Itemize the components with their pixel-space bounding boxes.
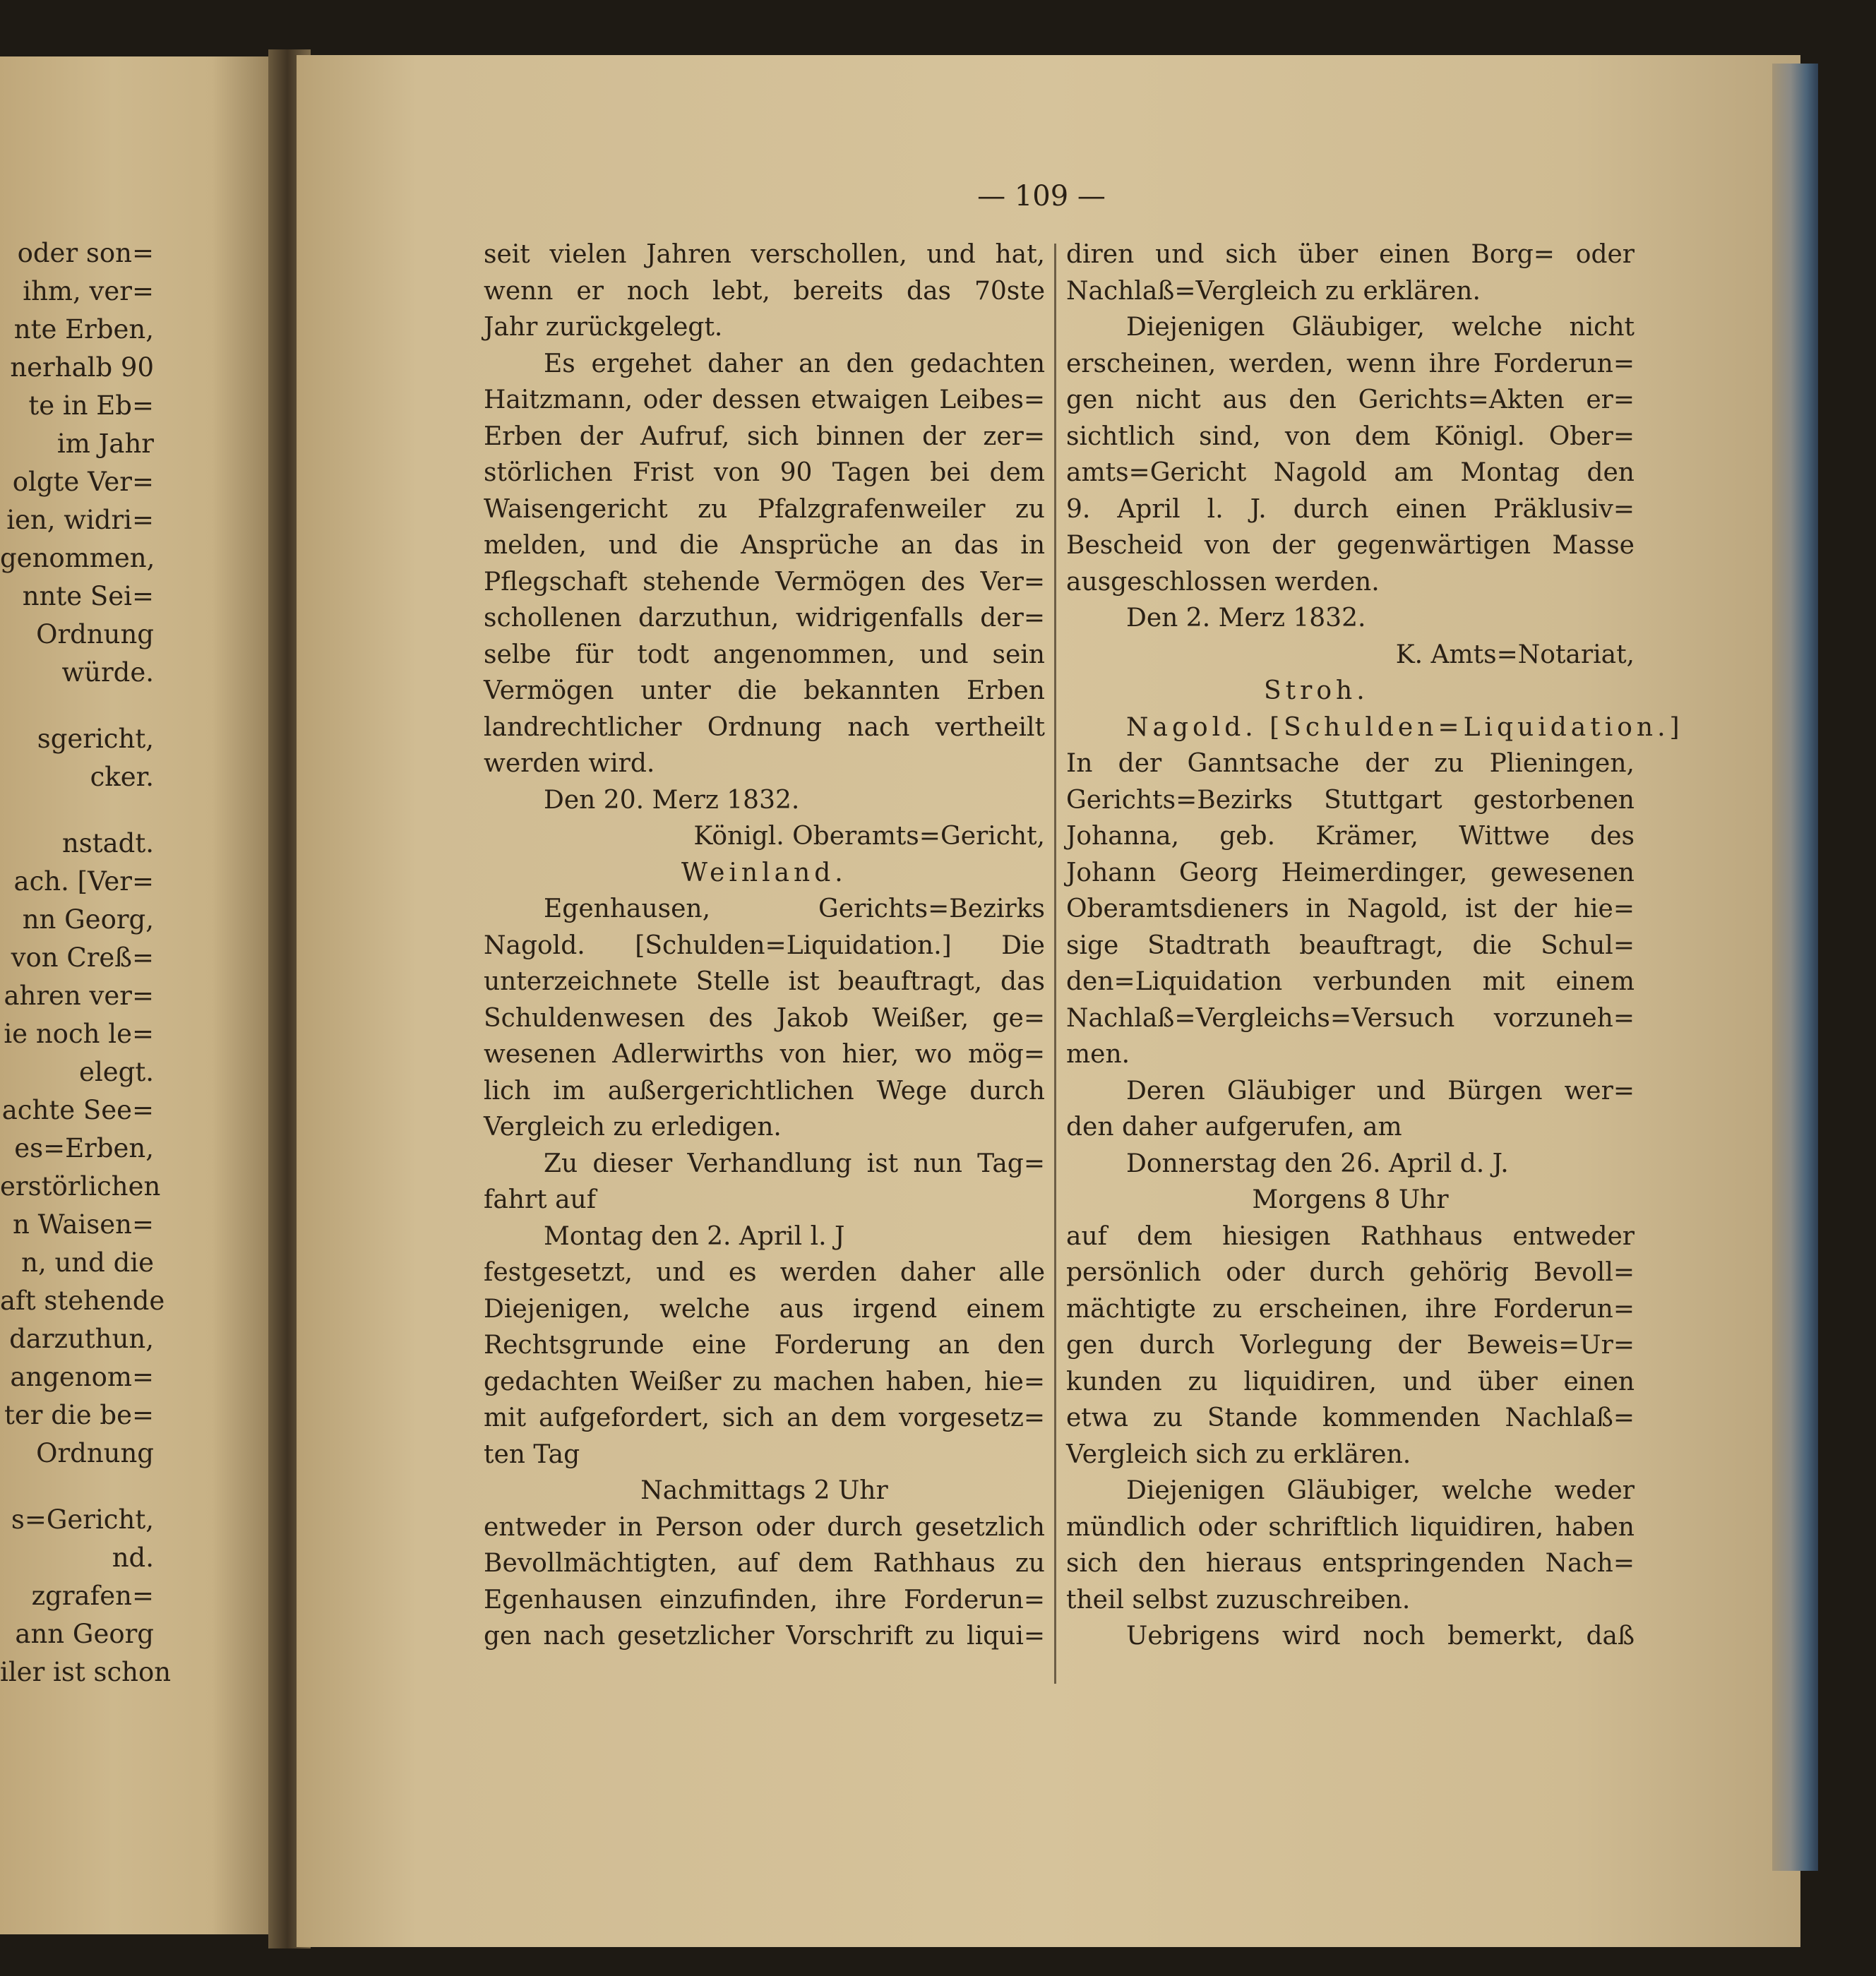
text-line: Deren Gläubiger und Bürgen wer= [1126,1076,1635,1106]
text-line: Egenhausen einzufinden, ihre Forderun= [484,1585,1045,1615]
text-line: Vergleich sich zu erklären. [1066,1439,1411,1469]
date-line: Donnerstag den 26. April d. J. [1126,1149,1509,1178]
text-line: men. [1066,1040,1130,1069]
left-gap [0,1473,154,1501]
text-line: Waisengericht zu Pfalzgrafenweiler zu [484,494,1045,524]
text-line: diren und sich über einen Borg= oder [1066,240,1635,269]
text-line: selbe für todt angenommen, und sein [484,640,1045,669]
text-line: Bevollmächtigten, auf dem Rathhaus zu [484,1549,1045,1578]
text-line: Diejenigen Gläubiger, welche weder [1126,1476,1635,1505]
left-line: ien, widri= [6,505,154,535]
text-line: Diejenigen Gläubiger, welche nicht [1126,313,1635,342]
left-line: darzuthun, [9,1324,154,1354]
left-line: ahren ver= [4,981,154,1011]
column-divider [1054,244,1056,1684]
time-line: Nachmittags 2 Uhr [640,1476,888,1505]
text-line: Zu dieser Verhandlung ist nun Tag= [544,1149,1045,1178]
left-line: nte Erben, [13,314,154,345]
text-line: landrechtlicher Ordnung nach vertheilt [484,712,1045,742]
text-line: lich im außergerichtlichen Wege durch [484,1076,1045,1106]
left-line: iler ist schon [0,1657,172,1687]
left-line: genommen, [0,543,155,573]
signature-authority: K. Amts=Notariat, [1395,640,1635,669]
signature-authority: Königl. Oberamts=Gericht, [693,822,1045,851]
signature-name: Stroh. [1264,676,1369,705]
left-line: olgte Ver= [12,467,154,497]
signature-name: Weinland. [681,858,847,887]
text-line: sich den hieraus entspringenden Nach= [1066,1549,1635,1578]
text-line: den=Liquidation verbunden mit einem [1066,967,1635,996]
left-line: sgericht, [37,724,154,754]
text-line: Nachlaß=Vergleich zu erklären. [1066,276,1481,306]
left-line: ann Georg [15,1619,154,1649]
left-line: achte See= [1,1095,154,1125]
text-line: den daher aufgerufen, am [1066,1113,1402,1142]
left-line: zgrafen= [31,1581,154,1611]
page-number: — 109 — [977,180,1106,212]
left-line: nnte Sei= [22,581,154,611]
left-line: n Waisen= [12,1209,154,1240]
date-line: Montag den 2. April l. J [544,1221,845,1251]
text-line: Nagold. [Schulden=Liquidation.] [1126,712,1684,742]
text-line: Es ergehet daher an den gedachten [544,349,1045,378]
text-line: mächtigte zu erscheinen, ihre Forderun= [1066,1294,1635,1324]
left-line: n, und die [21,1247,154,1278]
text-line: Oberamtsdieners in Nagold, ist der hie= [1066,894,1635,923]
left-line: cker. [90,762,154,792]
text-line: theil selbst zuzuschreiben. [1066,1585,1411,1615]
text-line: Johanna, geb. Krämer, Wittwe des [1066,822,1635,851]
text-line: fahrt auf [484,1185,597,1214]
text-line: unterzeichnete Stelle ist beauftragt, das [484,967,1045,996]
text-line: sige Stadtrath beauftragt, die Schul= [1066,930,1635,960]
left-line: nd. [112,1543,154,1573]
left-gap [0,692,154,720]
text-line: Egenhausen, Gerichts=Bezirks [544,894,1045,923]
text-line: kunden zu liquidiren, und über einen [1066,1367,1635,1396]
text-line: schollenen darzuthun, widrigenfalls der= [484,604,1045,633]
left-line: nn Georg, [22,904,154,935]
text-line: Haitzmann, oder dessen etwaigen Leibes= [484,385,1045,414]
text-line: sichtlich sind, von dem Königl. Ober= [1066,421,1635,451]
text-line: Uebrigens wird noch bemerkt, daß [1126,1622,1635,1651]
left-line: von Creß= [11,942,154,973]
text-line: gen nicht aus den Gerichts=Akten er= [1066,385,1635,414]
text-line: Gerichts=Bezirks Stuttgart gestorbenen [1066,785,1635,815]
text-line: persönlich oder durch gehörig Bevoll= [1066,1258,1635,1287]
left-line: oder son= [17,238,154,268]
date-line: Den 2. Merz 1832. [1126,604,1366,633]
text-line: wenn er noch lebt, bereits das 70ste [484,276,1045,306]
text-line: wesenen Adlerwirths von hier, wo mög= [484,1040,1045,1069]
text-line: Nagold. [Schulden=Liquidation.] Die [484,930,1045,960]
left-line: erstörlichen [0,1171,161,1202]
left-gap [0,796,154,825]
left-line: Ordnung [36,1438,154,1468]
page-edge [1772,64,1818,1871]
left-line: te in Eb= [28,390,154,421]
text-line: Erben der Aufruf, sich binnen der zer= [484,421,1045,451]
text-line: Jahr zurückgelegt. [484,313,723,342]
text-line: Schuldenwesen des Jakob Weißer, ge= [484,1003,1045,1033]
text-line: festgesetzt, und es werden daher alle [484,1258,1045,1287]
text-line: In der Ganntsache der zu Plieningen, [1066,749,1635,778]
time-line: Morgens 8 Uhr [1252,1185,1449,1214]
text-line: ausgeschlossen werden. [1066,567,1380,597]
left-page-text [0,234,172,1687]
text-line: störlichen Frist von 90 Tagen bei dem [484,458,1045,487]
left-line: Ordnung [36,619,154,649]
left-line: elegt. [79,1057,154,1087]
text-line: Nachlaß=Vergleichs=Versuch vorzuneh= [1066,1003,1635,1033]
left-line: ter die be= [4,1400,154,1430]
text-line: Diejenigen, welche aus irgend einem [484,1294,1045,1324]
text-line: Vergleich zu erledigen. [484,1113,782,1142]
left-line: ach. [Ver= [13,866,154,897]
left-line: es=Erben, [14,1133,154,1163]
text-line: mündlich oder schriftlich liquidiren, haben [1066,1512,1635,1542]
text-line: Vermögen unter die bekannten Erben [484,676,1045,705]
text-line: Rechtsgrunde eine Forderung an den [484,1331,1045,1360]
text-line: gedachten Weißer zu machen haben, hie= [484,1367,1045,1396]
text-line: gen durch Vorlegung der Beweis=Ur= [1066,1331,1635,1360]
left-line: nstadt. [61,828,154,858]
text-line: etwa zu Stande kommenden Nachlaß= [1066,1403,1635,1432]
text-line: amts=Gericht Nagold am Montag den [1066,458,1635,487]
left-line: ihm, ver= [23,276,154,306]
text-line: entweder in Person oder durch gesetzlich [484,1512,1045,1542]
left-line: s=Gericht, [11,1504,154,1535]
text-column-right [1066,236,1684,1655]
text-column-left [484,236,1045,1655]
text-line: ten Tag [484,1439,580,1469]
text-line: Pflegschaft stehende Vermögen des Ver= [484,567,1045,597]
text-line: gen nach gesetzlicher Vorschrift zu liqui= [484,1622,1045,1651]
text-line: 9. April l. J. durch einen Präklusiv= [1066,494,1635,524]
left-line: nerhalb 90 [10,352,154,383]
left-line: würde. [61,657,154,688]
left-line: angenom= [10,1362,154,1392]
left-line: aft stehende [0,1286,165,1316]
left-line: im Jahr [56,429,154,459]
text-line: Bescheid von der gegenwärtigen Masse [1066,531,1635,560]
text-line: melden, und die Ansprüche an das in [484,531,1045,560]
text-line: Johann Georg Heimerdinger, gewesenen [1066,858,1635,887]
text-line: erscheinen, werden, wenn ihre Forderun= [1066,349,1635,378]
left-line: ie noch le= [4,1019,154,1049]
text-line: seit vielen Jahren verschollen, und hat, [484,240,1045,269]
text-line: werden wird. [484,749,655,778]
date-line: Den 20. Merz 1832. [544,785,800,815]
text-line: auf dem hiesigen Rathhaus entweder [1066,1221,1635,1251]
text-line: mit aufgefordert, sich an dem vorgesetz= [484,1403,1045,1432]
